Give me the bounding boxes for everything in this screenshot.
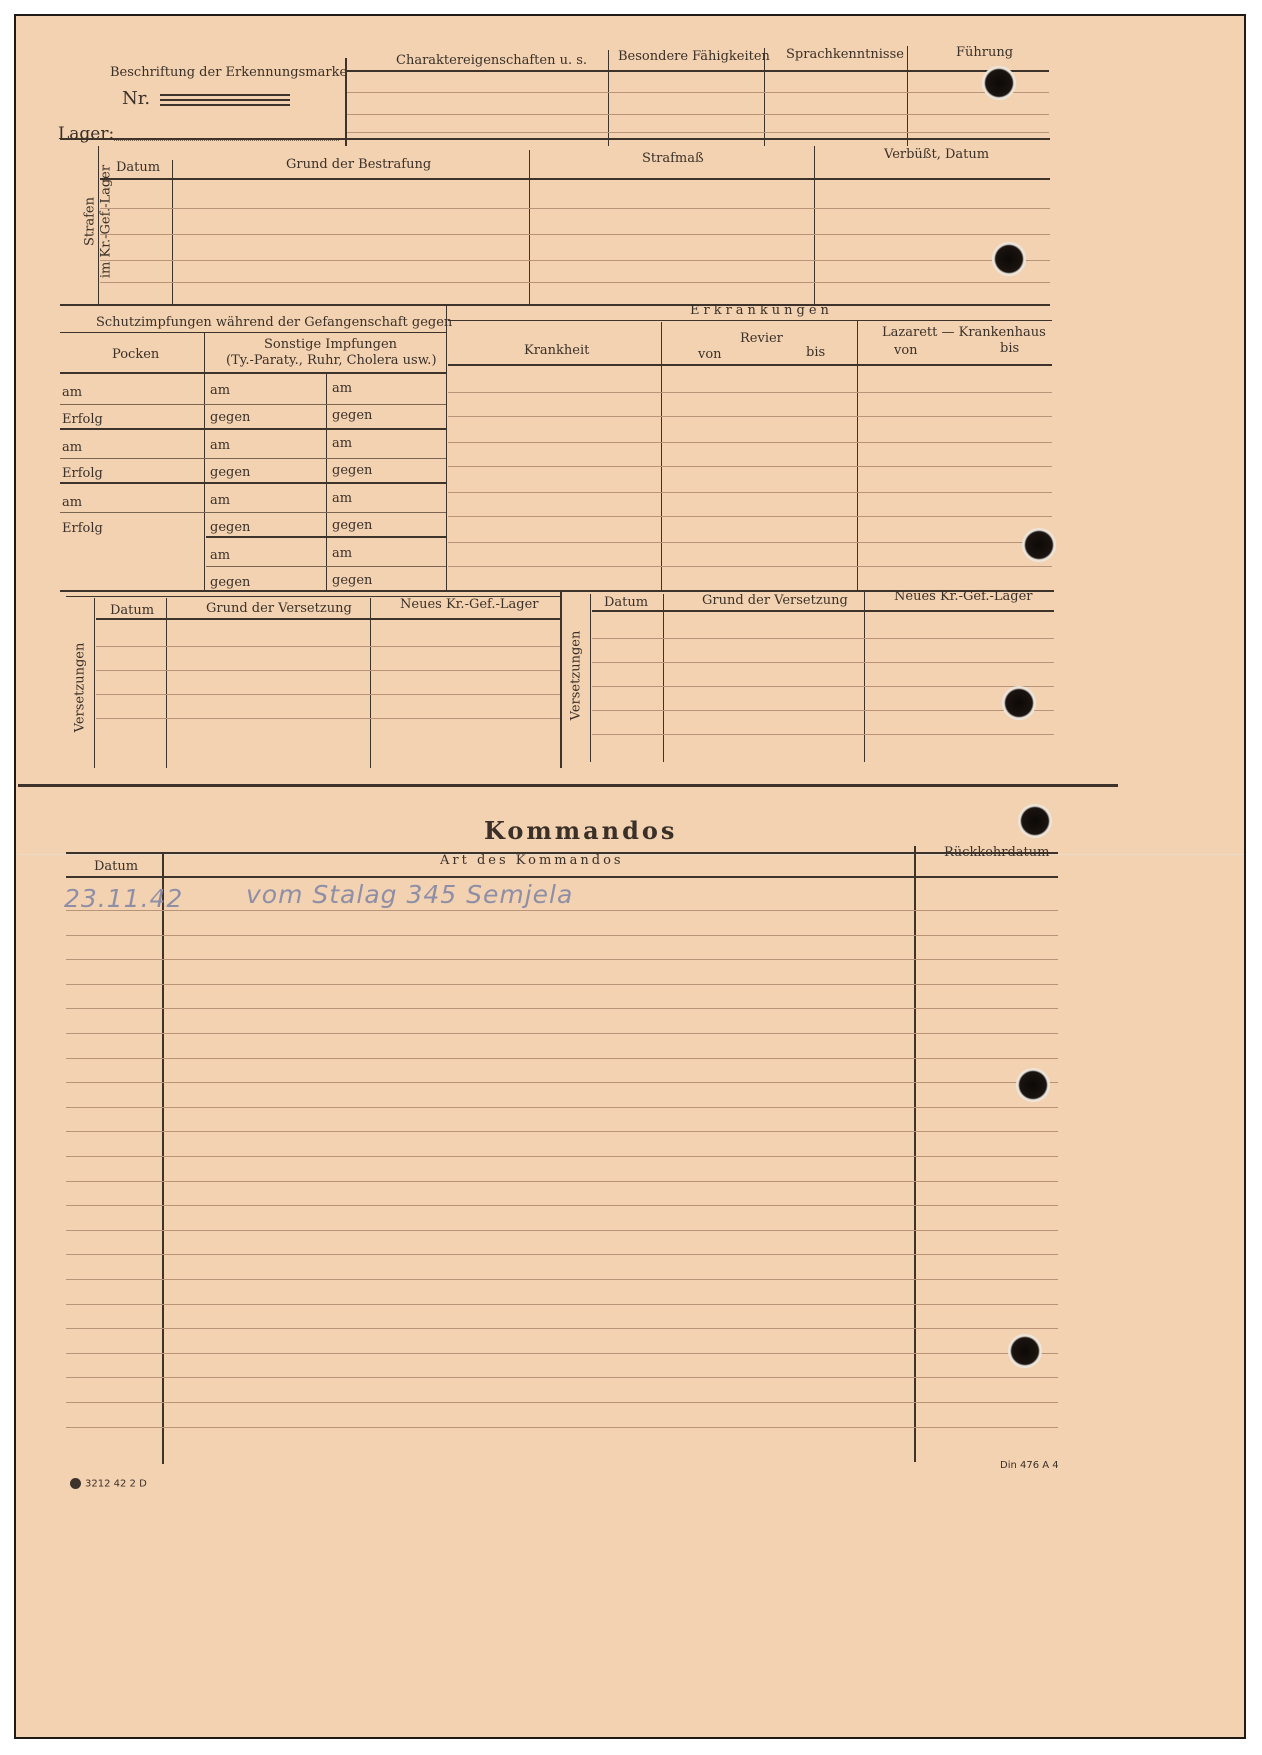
sonst-am-4b: am: [332, 546, 353, 561]
kommando-row-line: [66, 1304, 1058, 1305]
sonst-gegen-1b: gegen: [332, 408, 373, 423]
sonst-am-1a: am: [210, 383, 231, 398]
vers-left-col-lager: Neues Kr.-Gef.-Lager: [400, 597, 539, 612]
punch-hole: [1002, 686, 1036, 720]
strafen-col-verbuesst: Verbüßt, Datum: [884, 147, 990, 162]
sonstige-sub-label: (Ty.-Paraty., Ruhr, Cholera usw.): [226, 353, 437, 368]
sonst-gegen-3b: gegen: [332, 518, 373, 533]
kommando-row-line: [66, 910, 1058, 911]
kommandos-col-rueckkehr: Rückkehrdatum: [944, 845, 1050, 860]
kommandos-col-art: Art des Kommandos: [440, 853, 624, 868]
lager-label: Lager:: [58, 124, 115, 144]
kommando-row-line: [66, 1377, 1058, 1378]
sonst-gegen-4b: gegen: [332, 573, 373, 588]
col-fuehrung: Führung: [956, 45, 1014, 60]
kommando-row-line: [66, 1131, 1058, 1132]
kommando-row-line: [66, 1082, 1058, 1083]
strafen-col-strafmass: Strafmaß: [642, 151, 704, 166]
kommando-row-line: [66, 1107, 1058, 1108]
kommando-row-line: [66, 1008, 1058, 1009]
revier-bis: bis: [806, 345, 826, 360]
kommando-row-line: [66, 1328, 1058, 1329]
strafen-side-label-1: Strafen: [82, 197, 98, 246]
vers-right-col-datum: Datum: [604, 595, 649, 610]
kommando-entry-date: 23.11.42: [64, 884, 184, 913]
sonst-gegen-4a: gegen: [210, 575, 251, 590]
kommando-row-line: [66, 935, 1058, 936]
kommando-row-line: [66, 1254, 1058, 1255]
kommando-row-line: [66, 1033, 1058, 1034]
sonst-am-1b: am: [332, 381, 353, 396]
erkrankungen-title: Erkrankungen: [690, 303, 833, 318]
vers-left-col-datum: Datum: [110, 603, 155, 618]
kommandos-title: Kommandos: [484, 816, 678, 845]
sonst-am-2b: am: [332, 436, 353, 451]
col-charakter: Charaktereigenschaften u. s.: [396, 53, 588, 68]
kommando-row-line: [66, 1402, 1058, 1403]
lazarett-label: Lazarett — Krankenhaus: [882, 325, 1046, 340]
punch-hole: [1016, 1068, 1050, 1102]
pocken-am-2: am: [62, 440, 83, 455]
punch-hole: [1022, 528, 1056, 562]
kommando-row-line: [66, 1230, 1058, 1231]
strafen-side-label-2: im Kr.-Gef.-Lager: [98, 164, 114, 279]
kommando-row-line: [66, 959, 1058, 960]
vers-left-col-grund: Grund der Versetzung: [206, 601, 352, 616]
kommando-row-line: [66, 984, 1058, 985]
kommando-row-line: [66, 1058, 1058, 1059]
punch-hole: [1008, 1334, 1042, 1368]
print-code: 3212 42 2 D: [70, 1478, 147, 1490]
sonst-gegen-2a: gegen: [210, 465, 251, 480]
sonst-am-3b: am: [332, 491, 353, 506]
strafen-col-grund: Grund der Bestrafung: [286, 157, 432, 172]
kommando-row-line: [66, 1279, 1058, 1280]
sonst-am-3a: am: [210, 493, 231, 508]
kommando-row-line: [66, 1205, 1058, 1206]
punch-hole: [1018, 804, 1052, 838]
kommando-row-line: [66, 1427, 1058, 1428]
impfungen-title: Schutzimpfungen während der Gefangenschaft gegen: [96, 315, 453, 330]
prisoner-record-card: [14, 14, 1246, 1739]
pocken-erfolg-2: Erfolg: [62, 466, 103, 481]
revier-von: von: [698, 347, 722, 362]
nr-label: Nr.: [122, 88, 151, 109]
sonst-gegen-2b: gegen: [332, 463, 373, 478]
pocken-label: Pocken: [112, 347, 160, 362]
kommando-row-line: [66, 1181, 1058, 1182]
strafen-col-datum: Datum: [116, 160, 161, 175]
sonst-am-4a: am: [210, 548, 231, 563]
punch-hole: [982, 66, 1016, 100]
printer-mark-icon: [70, 1478, 81, 1489]
revier-label: Revier: [740, 331, 783, 346]
kommando-entry-text: vom Stalag 345 Semjela: [246, 880, 574, 909]
kommando-row-line: [66, 1353, 1058, 1354]
pocken-erfolg-3: Erfolg: [62, 521, 103, 536]
vers-right-col-lager: Neues Kr.-Gef.-Lager: [894, 589, 1033, 604]
kommando-row-line: [66, 1156, 1058, 1157]
pocken-erfolg-1: Erfolg: [62, 412, 103, 427]
sonst-gegen-3a: gegen: [210, 520, 251, 535]
versetzungen-side-label-left: Versetzungen: [72, 642, 88, 733]
din-format-label: Din 476 A 4: [1000, 1460, 1059, 1471]
col-sprachen: Sprachkenntnisse: [786, 47, 904, 62]
versetzungen-side-label-right: Versetzungen: [568, 630, 584, 721]
pocken-am-3: am: [62, 495, 83, 510]
sonst-gegen-1a: gegen: [210, 410, 251, 425]
tag-label: Beschriftung der Erkennungsmarke: [110, 65, 348, 80]
lazarett-bis: bis: [1000, 341, 1020, 356]
punch-hole: [992, 242, 1026, 276]
krankheit-label: Krankheit: [524, 343, 590, 358]
pocken-am-1: am: [62, 385, 83, 400]
lazarett-von: von: [894, 343, 918, 358]
kommandos-col-datum: Datum: [94, 859, 139, 874]
sonst-am-2a: am: [210, 438, 231, 453]
sonstige-label: Sonstige Impfungen: [264, 337, 398, 352]
vers-right-col-grund: Grund der Versetzung: [702, 593, 848, 608]
col-faehigkeiten: Besondere Fähigkeiten: [618, 49, 770, 64]
